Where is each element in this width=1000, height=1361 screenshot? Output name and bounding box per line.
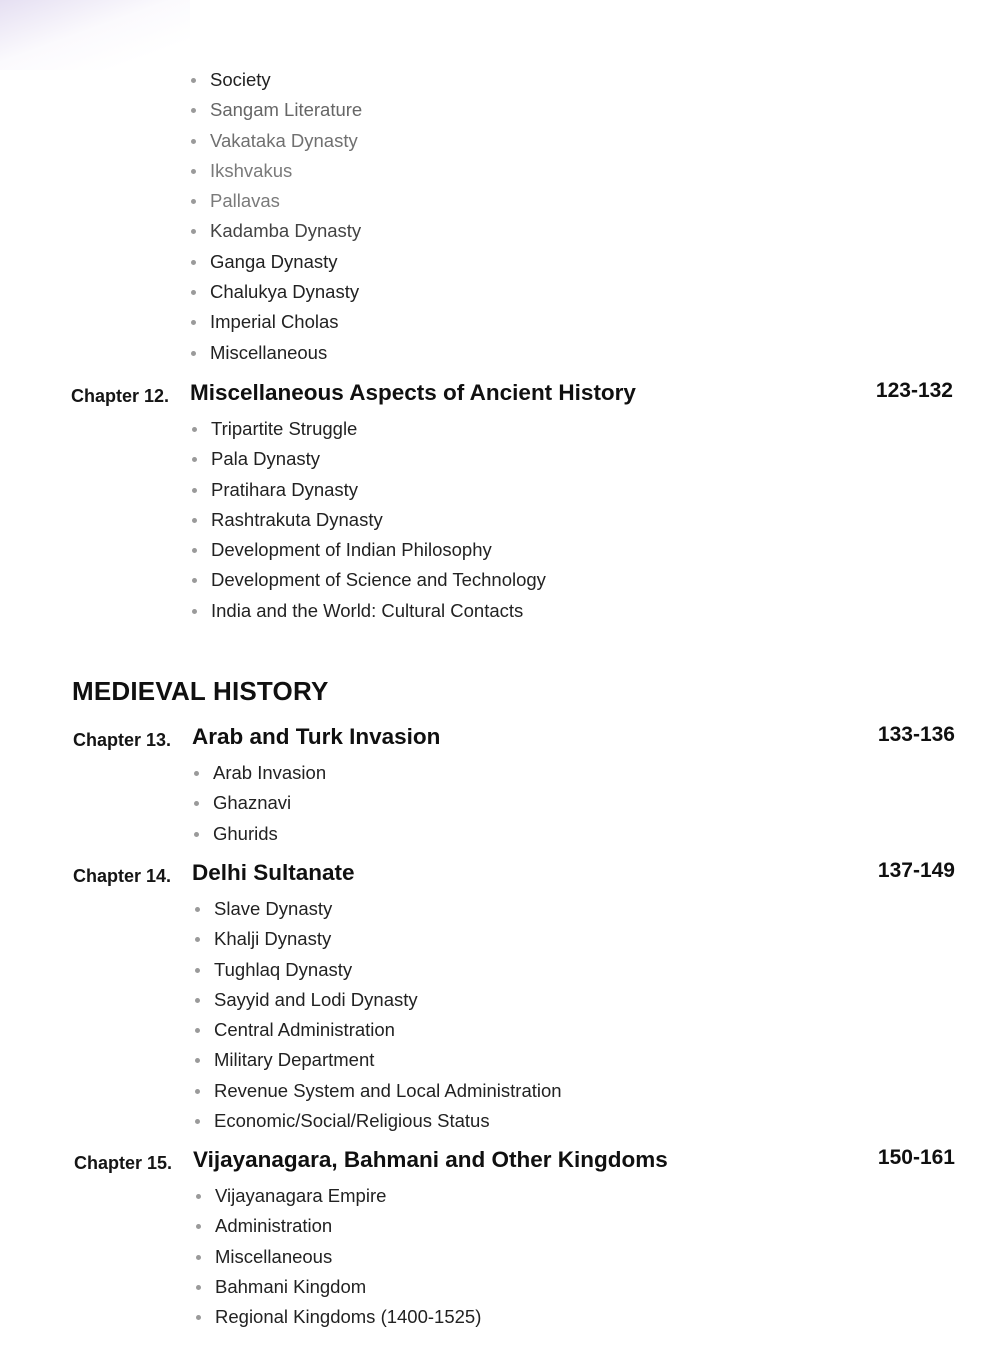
chapter-11-continued [0,65,1000,368]
bullet-icon [191,199,196,204]
bullet-icon [192,457,197,462]
list-item: Society [191,65,1000,95]
chapter-page-range: 150-161 [877,1146,955,1169]
chapter-12-entry [0,380,1000,626]
list-item: Bahmani Kingdom [196,1272,1000,1302]
bullet-icon [196,1255,201,1260]
chapter-title: Miscellaneous Aspects of Ancient History [190,380,636,405]
chapter-number: Chapter 15. [74,1153,173,1173]
list-item: Sayyid and Lodi Dynasty [195,985,1000,1015]
list-item: Imperial Cholas [191,307,1000,337]
bullet-icon [196,1285,201,1290]
bullet-icon [194,832,199,837]
topic-list [0,758,1000,849]
list-item: Khalji Dynasty [195,924,1000,954]
list-item: Tughlaq Dynasty [195,955,1000,985]
chapter-title: Delhi Sultanate [192,860,355,885]
section-heading: MEDIEVAL HISTORY [72,676,329,706]
bullet-icon [191,260,196,265]
topic-list [0,894,1000,1136]
list-item: Central Administration [195,1015,1000,1045]
topic-list [0,65,1000,368]
chapter-header [0,724,1000,758]
chapter-15-entry [0,1147,1000,1332]
list-item: Ikshvakus [191,156,1000,186]
bullet-icon [192,518,197,523]
bullet-icon [192,609,197,614]
bullet-icon [195,1089,200,1094]
list-item: Economic/Social/Religious Status [195,1106,1000,1136]
bullet-icon [191,229,196,234]
list-item: Slave Dynasty [195,894,1000,924]
list-item: Ghurids [194,819,1000,849]
bullet-icon [191,78,196,83]
bullet-icon [191,320,196,325]
bullet-icon [192,427,197,432]
bullet-icon [191,290,196,295]
bullet-icon [195,1028,200,1033]
bullet-icon [192,578,197,583]
bullet-icon [195,998,200,1003]
bullet-icon [195,937,200,942]
list-item: Military Department [195,1045,1000,1075]
bullet-icon [191,108,196,113]
bullet-icon [196,1315,201,1320]
bullet-icon [191,351,196,356]
bullet-icon [195,1119,200,1124]
list-item: Miscellaneous [196,1242,1000,1272]
list-item: Tripartite Struggle [192,414,1000,444]
list-item: Revenue System and Local Administration [195,1076,1000,1106]
list-item: Chalukya Dynasty [191,277,1000,307]
list-item: Administration [196,1211,1000,1241]
chapter-number: Chapter 13. [73,730,172,750]
list-item: Vakataka Dynasty [191,126,1000,156]
chapter-14-entry [0,860,1000,1136]
bullet-icon [194,801,199,806]
list-item: Pala Dynasty [192,444,1000,474]
bullet-icon [194,771,199,776]
list-item: Arab Invasion [194,758,1000,788]
chapter-13-entry [0,724,1000,849]
chapter-title: Vijayanagara, Bahmani and Other Kingdoms [193,1147,668,1172]
list-item: Kadamba Dynasty [191,216,1000,246]
topic-list [0,1181,1000,1332]
chapter-title: Arab and Turk Invasion [192,724,441,749]
bullet-icon [191,169,196,174]
list-item: Pallavas [191,186,1000,216]
list-item: Pratihara Dynasty [192,475,1000,505]
topic-list [0,414,1000,626]
bullet-icon [192,548,197,553]
list-item: Development of Indian Philosophy [192,535,1000,565]
chapter-header [0,860,1000,894]
chapter-page-range: 137-149 [877,859,955,882]
chapter-page-range: 133-136 [877,723,955,746]
chapter-header [0,380,1000,414]
chapter-page-range: 123-132 [875,379,953,402]
bullet-icon [195,907,200,912]
bullet-icon [192,488,197,493]
chapter-number: Chapter 12. [71,386,170,406]
list-item: Ghaznavi [194,788,1000,818]
bullet-icon [195,1058,200,1063]
list-item: Development of Science and Technology [192,565,1000,595]
list-item: India and the World: Cultural Contacts [192,596,1000,626]
page-corner-shade [0,0,190,70]
bullet-icon [196,1224,201,1229]
list-item: Regional Kingdoms (1400-1525) [196,1302,1000,1332]
bullet-icon [191,139,196,144]
chapter-header [0,1147,1000,1181]
chapter-number: Chapter 14. [73,866,172,886]
list-item: Ganga Dynasty [191,247,1000,277]
list-item: Vijayanagara Empire [196,1181,1000,1211]
list-item: Miscellaneous [191,338,1000,368]
list-item: Sangam Literature [191,95,1000,125]
bullet-icon [196,1194,201,1199]
list-item: Rashtrakuta Dynasty [192,505,1000,535]
bullet-icon [195,968,200,973]
